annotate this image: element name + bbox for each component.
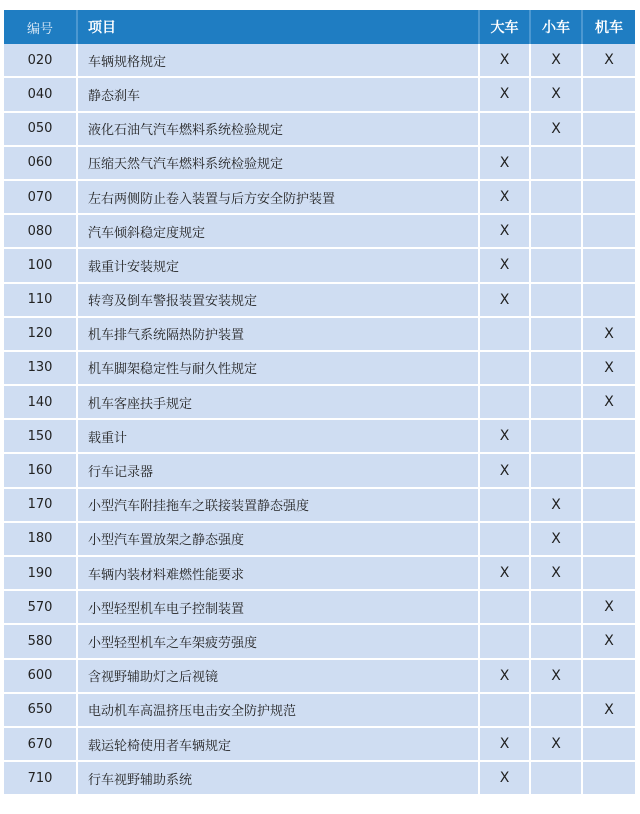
- cell-large-vehicle: [480, 352, 531, 386]
- cell-large-vehicle: X: [480, 420, 531, 454]
- cell-small-vehicle: [531, 284, 583, 318]
- cell-large-vehicle: [480, 625, 531, 659]
- cell-small-vehicle: [531, 318, 583, 352]
- cell-item: 机车排气系统隔热防护装置: [78, 318, 480, 352]
- cell-small-vehicle: [531, 454, 583, 488]
- cell-large-vehicle: [480, 318, 531, 352]
- cell-small-vehicle: X: [531, 78, 583, 112]
- cell-motorcycle: [583, 489, 635, 523]
- cell-motorcycle: X: [583, 44, 635, 78]
- cell-small-vehicle: [531, 625, 583, 659]
- cell-num: 140: [4, 386, 78, 420]
- cell-num: 110: [4, 284, 78, 318]
- cell-motorcycle: X: [583, 386, 635, 420]
- cell-item: 车辆内装材料难燃性能要求: [78, 557, 480, 591]
- cell-large-vehicle: X: [480, 147, 531, 181]
- cell-item: 转弯及倒车警报装置安装规定: [78, 284, 480, 318]
- cell-small-vehicle: [531, 420, 583, 454]
- cell-motorcycle: X: [583, 318, 635, 352]
- cell-large-vehicle: X: [480, 454, 531, 488]
- cell-item: 含视野辅助灯之后视镜: [78, 660, 480, 694]
- cell-item: 行车记录器: [78, 454, 480, 488]
- cell-item: 左右两侧防止卷入装置与后方安全防护装置: [78, 181, 480, 215]
- cell-item: 压缩天然气汽车燃料系统检验规定: [78, 147, 480, 181]
- cell-motorcycle: [583, 420, 635, 454]
- cell-small-vehicle: [531, 352, 583, 386]
- cell-motorcycle: [583, 113, 635, 147]
- header-motorcycle: 机车: [583, 10, 635, 44]
- header-item: 项目: [78, 10, 480, 44]
- cell-motorcycle: [583, 78, 635, 112]
- cell-item: 小型轻型机车电子控制装置: [78, 591, 480, 625]
- cell-motorcycle: [583, 660, 635, 694]
- cell-item: 机车客座扶手规定: [78, 386, 480, 420]
- cell-small-vehicle: [531, 762, 583, 796]
- cell-num: 080: [4, 215, 78, 249]
- cell-item: 载运轮椅使用者车辆规定: [78, 728, 480, 762]
- cell-num: 100: [4, 249, 78, 283]
- header-large-vehicle: 大车: [480, 10, 531, 44]
- cell-num: 120: [4, 318, 78, 352]
- cell-large-vehicle: X: [480, 249, 531, 283]
- cell-motorcycle: [583, 523, 635, 557]
- cell-item: 静态刹车: [78, 78, 480, 112]
- cell-large-vehicle: X: [480, 44, 531, 78]
- cell-num: 580: [4, 625, 78, 659]
- cell-num: 050: [4, 113, 78, 147]
- cell-large-vehicle: X: [480, 215, 531, 249]
- cell-small-vehicle: X: [531, 44, 583, 78]
- cell-num: 020: [4, 44, 78, 78]
- cell-small-vehicle: X: [531, 660, 583, 694]
- cell-motorcycle: X: [583, 694, 635, 728]
- cell-large-vehicle: [480, 694, 531, 728]
- cell-motorcycle: [583, 728, 635, 762]
- cell-small-vehicle: [531, 591, 583, 625]
- cell-num: 180: [4, 523, 78, 557]
- cell-small-vehicle: [531, 694, 583, 728]
- cell-small-vehicle: [531, 386, 583, 420]
- cell-num: 650: [4, 694, 78, 728]
- cell-num: 170: [4, 489, 78, 523]
- header-small-vehicle: 小车: [531, 10, 583, 44]
- cell-num: 570: [4, 591, 78, 625]
- cell-item: 机车脚架稳定性与耐久性规定: [78, 352, 480, 386]
- cell-num: 040: [4, 78, 78, 112]
- cell-small-vehicle: X: [531, 113, 583, 147]
- cell-item: 电动机车高温挤压电击安全防护规范: [78, 694, 480, 728]
- cell-motorcycle: [583, 762, 635, 796]
- cell-motorcycle: X: [583, 591, 635, 625]
- cell-num: 600: [4, 660, 78, 694]
- cell-motorcycle: [583, 181, 635, 215]
- cell-motorcycle: X: [583, 625, 635, 659]
- cell-num: 190: [4, 557, 78, 591]
- cell-num: 150: [4, 420, 78, 454]
- cell-large-vehicle: X: [480, 284, 531, 318]
- cell-num: 670: [4, 728, 78, 762]
- cell-large-vehicle: X: [480, 762, 531, 796]
- cell-motorcycle: [583, 249, 635, 283]
- cell-large-vehicle: X: [480, 728, 531, 762]
- cell-large-vehicle: X: [480, 78, 531, 112]
- cell-item: 小型汽车附挂拖车之联接装置静态强度: [78, 489, 480, 523]
- cell-motorcycle: X: [583, 352, 635, 386]
- cell-item: 行车视野辅助系统: [78, 762, 480, 796]
- cell-motorcycle: [583, 454, 635, 488]
- cell-item: 载重计安装规定: [78, 249, 480, 283]
- cell-num: 130: [4, 352, 78, 386]
- cell-item: 载重计: [78, 420, 480, 454]
- cell-item: 小型汽车置放架之静态强度: [78, 523, 480, 557]
- cell-motorcycle: [583, 284, 635, 318]
- cell-small-vehicle: [531, 249, 583, 283]
- cell-small-vehicle: X: [531, 557, 583, 591]
- cell-small-vehicle: X: [531, 489, 583, 523]
- cell-large-vehicle: X: [480, 557, 531, 591]
- cell-num: 060: [4, 147, 78, 181]
- cell-motorcycle: [583, 557, 635, 591]
- cell-num: 070: [4, 181, 78, 215]
- cell-item: 车辆规格规定: [78, 44, 480, 78]
- cell-item: 小型轻型机车之车架疲劳强度: [78, 625, 480, 659]
- cell-small-vehicle: [531, 147, 583, 181]
- cell-large-vehicle: X: [480, 181, 531, 215]
- header-num: 编号: [4, 10, 78, 44]
- cell-num: 710: [4, 762, 78, 796]
- cell-item: 汽车倾斜稳定度规定: [78, 215, 480, 249]
- cell-large-vehicle: X: [480, 660, 531, 694]
- cell-small-vehicle: X: [531, 523, 583, 557]
- cell-large-vehicle: [480, 591, 531, 625]
- cell-item: 液化石油气汽车燃料系统检验规定: [78, 113, 480, 147]
- cell-motorcycle: [583, 215, 635, 249]
- cell-num: 160: [4, 454, 78, 488]
- cell-large-vehicle: [480, 386, 531, 420]
- cell-large-vehicle: [480, 113, 531, 147]
- cell-large-vehicle: [480, 523, 531, 557]
- cell-small-vehicle: [531, 215, 583, 249]
- cell-small-vehicle: X: [531, 728, 583, 762]
- regulation-table: [4, 10, 635, 796]
- cell-small-vehicle: [531, 181, 583, 215]
- cell-motorcycle: [583, 147, 635, 181]
- cell-large-vehicle: [480, 489, 531, 523]
